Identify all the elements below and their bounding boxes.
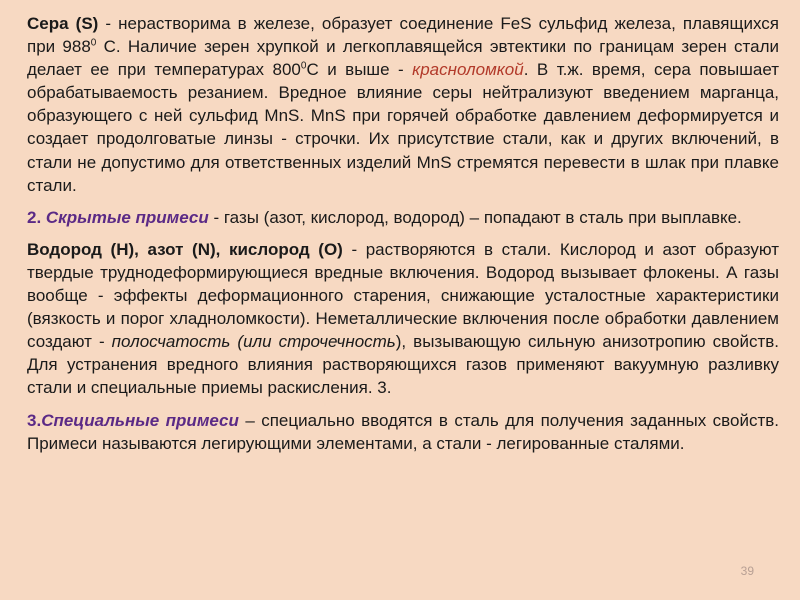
banding-term: полосчатость (или строчечность [111, 332, 396, 352]
degree-superscript-1: 0 [90, 37, 97, 49]
paragraph-sulfur [27, 12, 779, 197]
hidden-impurities-number: 2. [27, 207, 46, 227]
sulfur-term: Сера (S) [27, 14, 99, 33]
slide-content [27, 12, 779, 455]
red-shortness-term: красноломкой [412, 60, 524, 80]
special-impurities-text: – специально вводятся в сталь для получения заданных свойств. Примеси называются легирующими элементами, а стали - легированные сталями. [27, 410, 779, 453]
paragraph-special-impurities [27, 409, 779, 455]
sulfur-text-2: С. Наличие зерен хрупкой и легкоплавящейся эвтектики по границам зерен стали делает ее при температурах 800 [27, 37, 779, 80]
sulfur-text-3: С и выше - [306, 60, 413, 80]
special-impurities-number: 3. [27, 410, 42, 430]
special-impurities-term: Специальные примеси [41, 410, 239, 430]
hidden-impurities-term: Скрытые примеси [45, 207, 209, 227]
paragraph-hidden-impurities [27, 206, 779, 229]
gases-text-2: ), вызывающую сильную анизотропию свойств. Для устранения вредного влияния растворяющихся газов применяют вакуумную разливку стали и специальные приемы раскисления. 3. [27, 332, 779, 398]
gases-term: Водород (H), азот (N), кислород (O) [27, 239, 343, 259]
sulfur-text-1: - нерастворима в железе, образует соединение FeS сульфид железа, плавящихся при 988 [27, 14, 779, 57]
gases-text-1: - растворяются в стали. Кислород и азот образуют твердые труднодеформирующиеся вредные включения. Водород вызывает флокены. А газы вообще - эффекты деформационного старения, снижающие усталостные характеристики (вязкость и порог хладноломкости). Неметаллические включения после обработки давлением создают - [27, 239, 780, 352]
degree-superscript-2: 0 [300, 60, 307, 72]
page-number: 39 [740, 564, 754, 578]
hidden-impurities-text: - газы (азот, кислород, водород) – попадают в сталь при выплавке. [208, 207, 742, 227]
sulfur-text-4: . В т.ж. время, сера повышает обрабатываемость резанием. Вредное влияние серы нейтрализуют введением марганца, образующего с ней сульфид MnS. MnS при горячей обработке давлением деформируется и создает продолговатые линзы - строчки. Их присутствие стали, как и других включений, в стали не допустимо для ответственных изделий MnS стремятся перевести в шлак при плавке стали. [27, 60, 780, 195]
paragraph-gases [27, 238, 779, 400]
